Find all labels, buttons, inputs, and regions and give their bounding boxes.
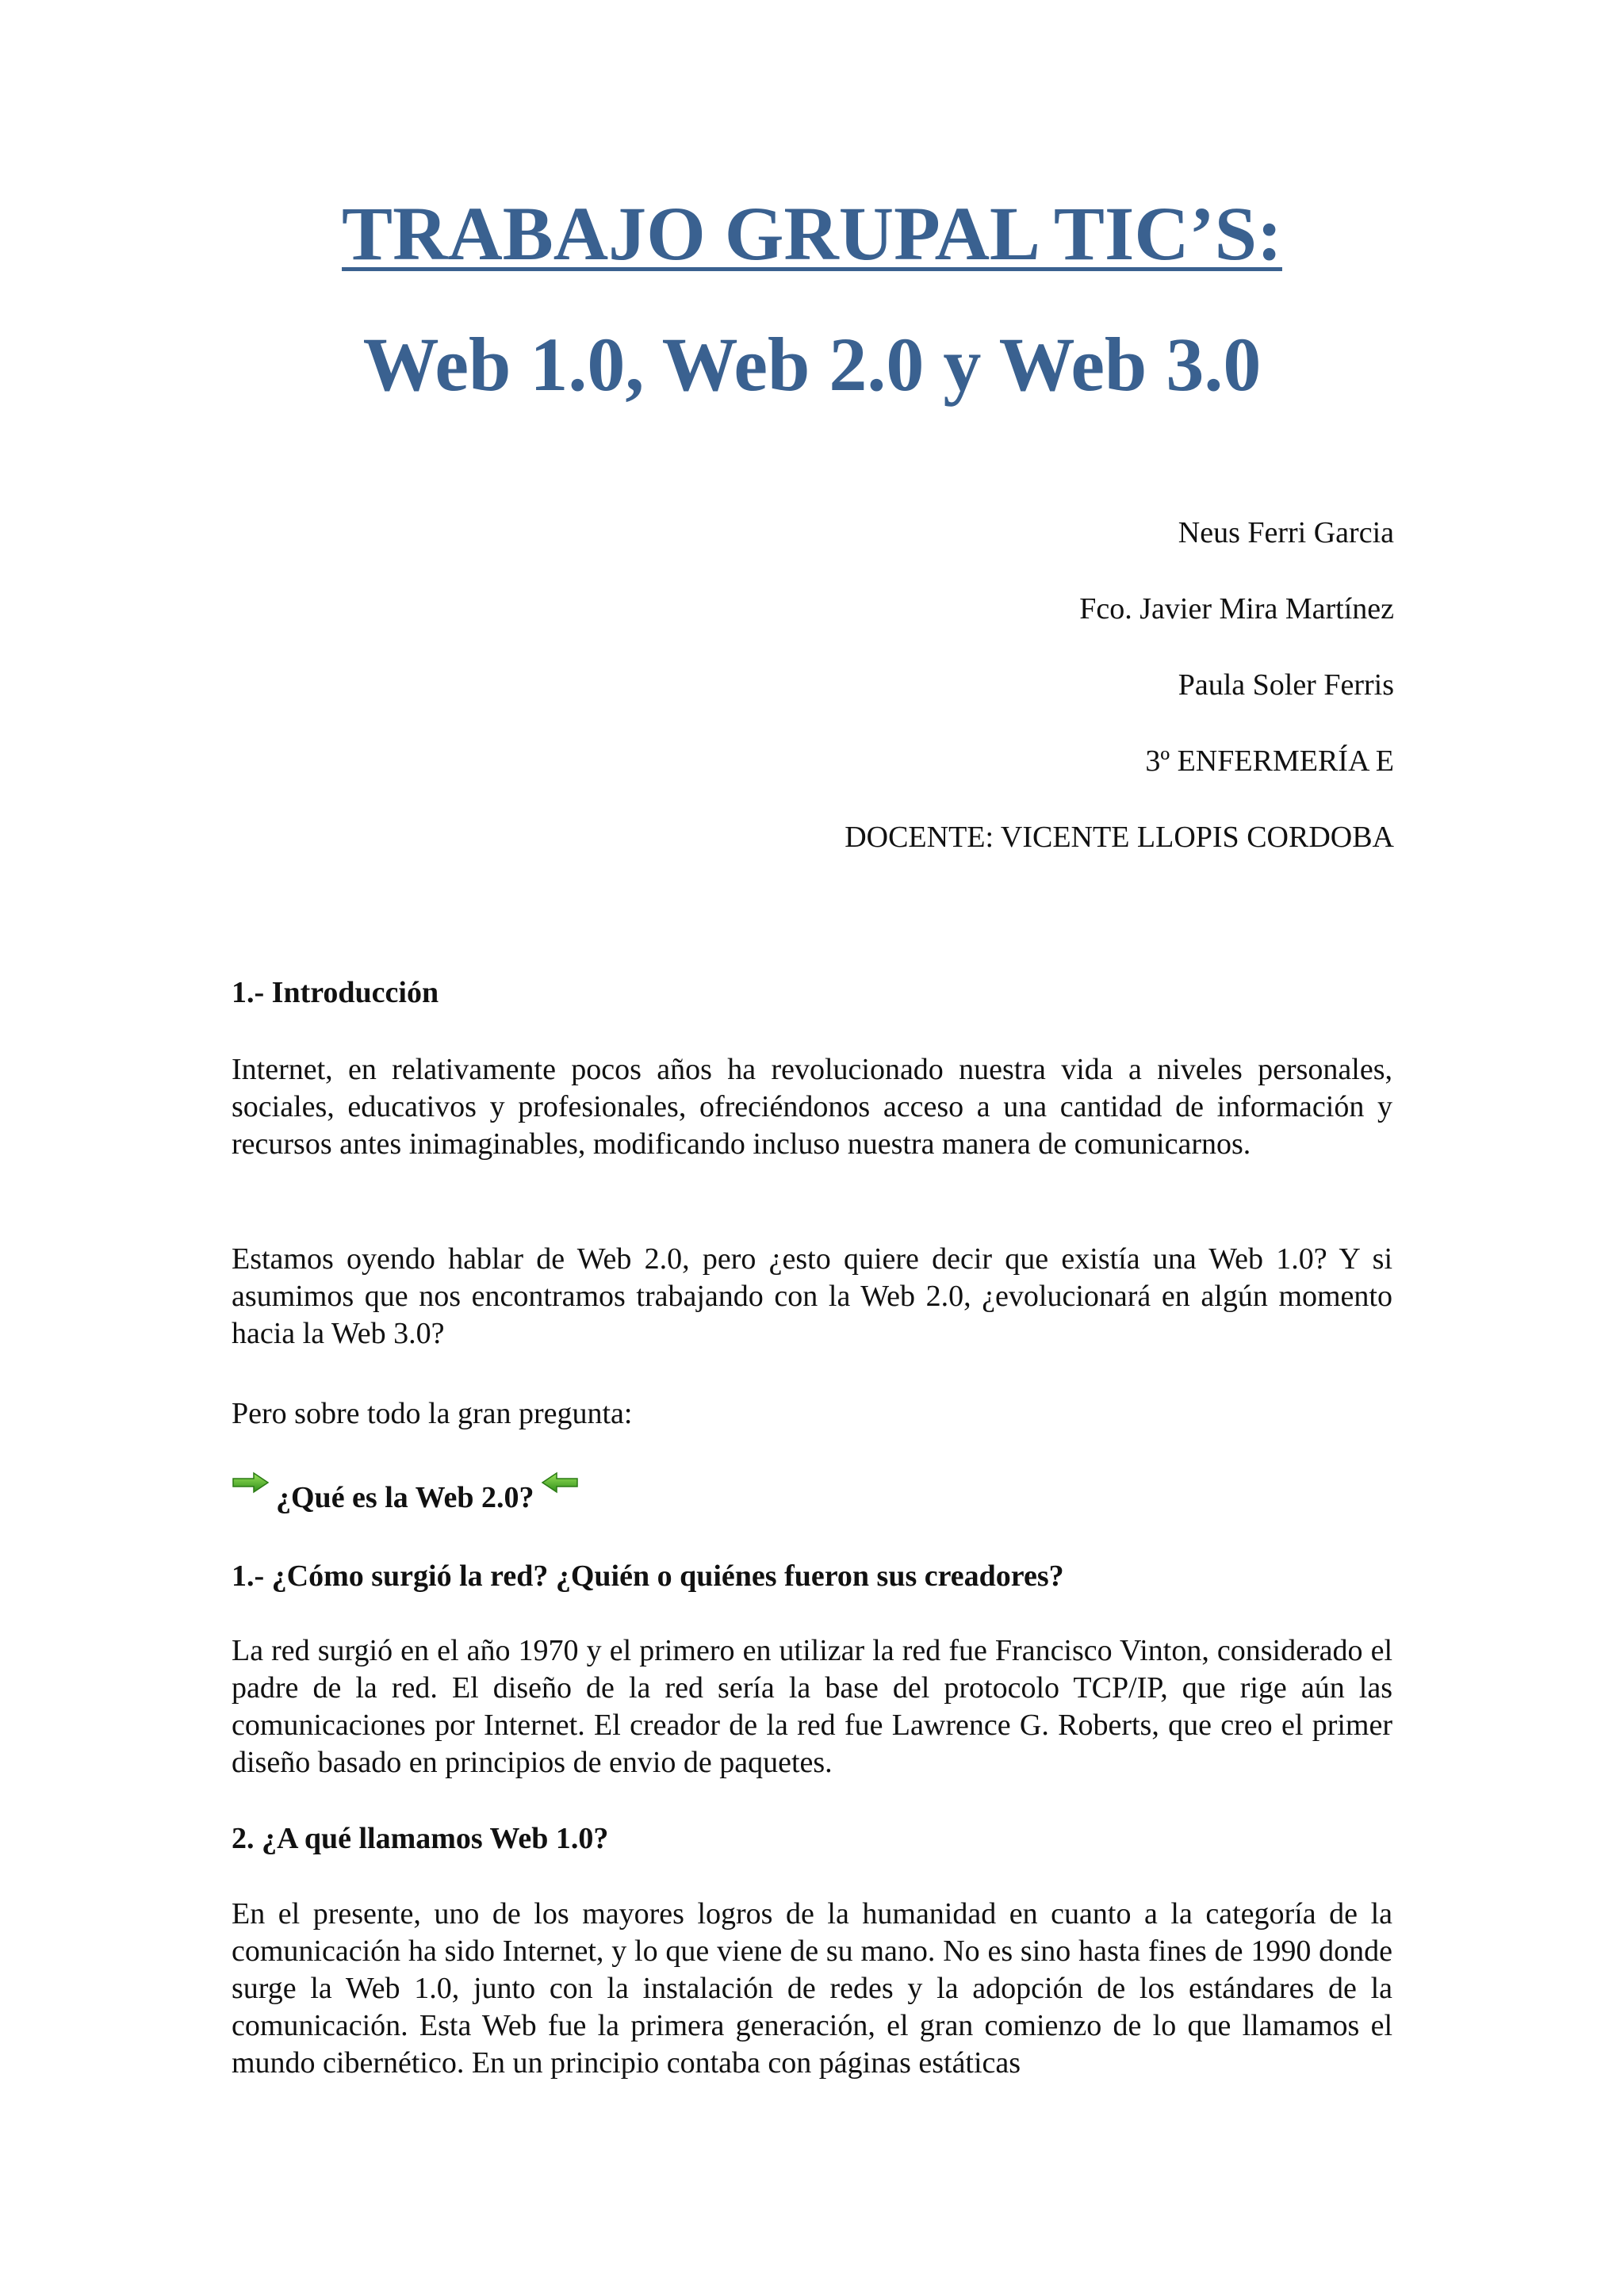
intro-paragraph-2: Estamos oyendo hablar de Web 2.0, pero ¿esto quiere decir que existía una Web 1.0? Y si asumimos que nos encontramos trabajando con la Web 2.0, ¿evolucionará en algún momento hacia la Web 3.0? <box>232 1242 1392 1350</box>
intro-heading: 1.- Introducción <box>232 976 439 1009</box>
document-subtitle: Web 1.0, Web 2.0 y Web 3.0 <box>362 322 1262 407</box>
arrow-left-icon-svg <box>541 1471 579 1494</box>
arrow-left-icon <box>541 1471 579 1494</box>
question-heading: ¿Qué es la Web 2.0? <box>276 1481 534 1514</box>
teacher-label: DOCENTE: VICENTE LLOPIS CORDOBA <box>845 821 1394 854</box>
author-name: Neus Ferri Garcia <box>1178 516 1394 549</box>
authors-block <box>845 515 1394 896</box>
arrow-right-icon <box>232 1471 270 1494</box>
q2-paragraph: En el presente, uno de los mayores logros de la humanidad en cuanto a la categoría de la comunicación ha sido Internet, y lo que viene de su mano. No es sino hasta fines de 1990 donde surge la Web 1.0, junto con la instalación de redes y la adopción de los estándares de la comunicación. Esta Web fue la primera generación, el gran comienzo de lo que llamamos el mundo cibernético. En un principio contaba con páginas estáticas <box>232 1897 1392 2080</box>
arrow-right-icon-svg <box>232 1471 270 1494</box>
q1-paragraph: La red surgió en el año 1970 y el primero en utilizar la red fue Francisco Vinton, considerado el padre de la red. El diseño de la red sería la base del protocolo TCP/IP, que rige aún las comunicaciones por Internet. El creador de la red fue Lawrence G. Roberts, que creo el primer diseño basado en principios de envio de paquetes. <box>232 1634 1392 1779</box>
q2-heading-block <box>232 1821 1392 1856</box>
intro-paragraph-1: Internet, en relativamente pocos años ha revolucionado nuestra vida a niveles personales, sociales, educativos y profesionales, ofreciéndonos acceso a una cantidad de información y recursos antes inimaginables, modificando incluso nuestra manera de comunicarnos. <box>232 1053 1392 1161</box>
intro-paragraph-3: Pero sobre todo la gran pregunta: <box>232 1397 633 1430</box>
intro-paragraph-1-block <box>232 1051 1392 1163</box>
q2-paragraph-block <box>232 1896 1392 2082</box>
q1-heading: 1.- ¿Cómo surgió la red? ¿Quién o quiénes fueron sus creadores? <box>232 1559 1064 1593</box>
intro-paragraph-3-block <box>232 1395 1392 1433</box>
author-name: Paula Soler Ferris <box>1178 668 1394 702</box>
question-row <box>232 1471 1392 1515</box>
course-label: 3º ENFERMERÍA E <box>1145 744 1394 778</box>
intro-heading-block <box>232 975 1392 1010</box>
title-line-1: TRABAJO GRUPAL TIC’S: <box>342 191 1282 276</box>
q2-heading: 2. ¿A qué llamamos Web 1.0? <box>232 1822 609 1855</box>
intro-paragraph-2-block <box>232 1241 1392 1353</box>
document-title <box>0 190 1624 277</box>
q1-heading-block <box>232 1559 1392 1594</box>
q1-paragraph-block <box>232 1632 1392 1781</box>
author-name: Fco. Javier Mira Martínez <box>1079 592 1394 626</box>
